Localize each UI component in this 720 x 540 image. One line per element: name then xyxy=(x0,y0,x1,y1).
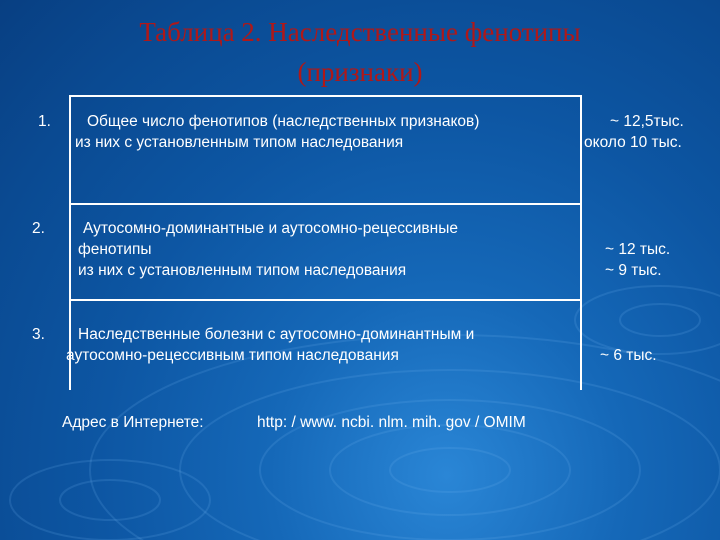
row-value: ~ 12,5тыс. xyxy=(610,113,684,130)
row-description-line: из них с установленным типом наследования xyxy=(75,134,404,151)
row-number: 1. xyxy=(38,113,51,130)
row-value: ~ 9 тыс. xyxy=(605,262,662,279)
row-number: 2. xyxy=(32,220,45,237)
row-divider-2 xyxy=(69,299,582,301)
slide-title xyxy=(40,12,680,92)
row-divider-1 xyxy=(69,203,582,205)
table-value-divider xyxy=(580,95,582,390)
row-description-line: Общее число фенотипов (наследственных признаков) xyxy=(87,113,480,130)
row-value: ~ 6 тыс. xyxy=(600,347,657,364)
row-number: 3. xyxy=(32,326,45,343)
row-value: около 10 тыс. xyxy=(584,134,682,151)
table-top-border xyxy=(69,95,582,97)
row-description-line: Наследственные болезни с аутосомно-доминантным и xyxy=(78,326,475,343)
row-value: ~ 12 тыс. xyxy=(605,241,671,258)
row-description-line: аутосомно-рецессивным типом наследования xyxy=(66,347,399,364)
footer-url[interactable]: http: / www. ncbi. nlm. mih. gov / OMIM xyxy=(257,414,526,431)
title-line-1: Таблица 2. Наследственные фенотипы xyxy=(139,17,581,47)
row-description-line: Аутосомно-доминантные и аутосомно-рецессивные xyxy=(83,220,458,237)
footer-label: Адрес в Интернете: xyxy=(62,414,204,431)
row-description-line: из них с установленным типом наследования xyxy=(78,262,407,279)
title-line-2: (признаки) xyxy=(297,57,423,87)
row-description-line: фенотипы xyxy=(78,241,152,258)
